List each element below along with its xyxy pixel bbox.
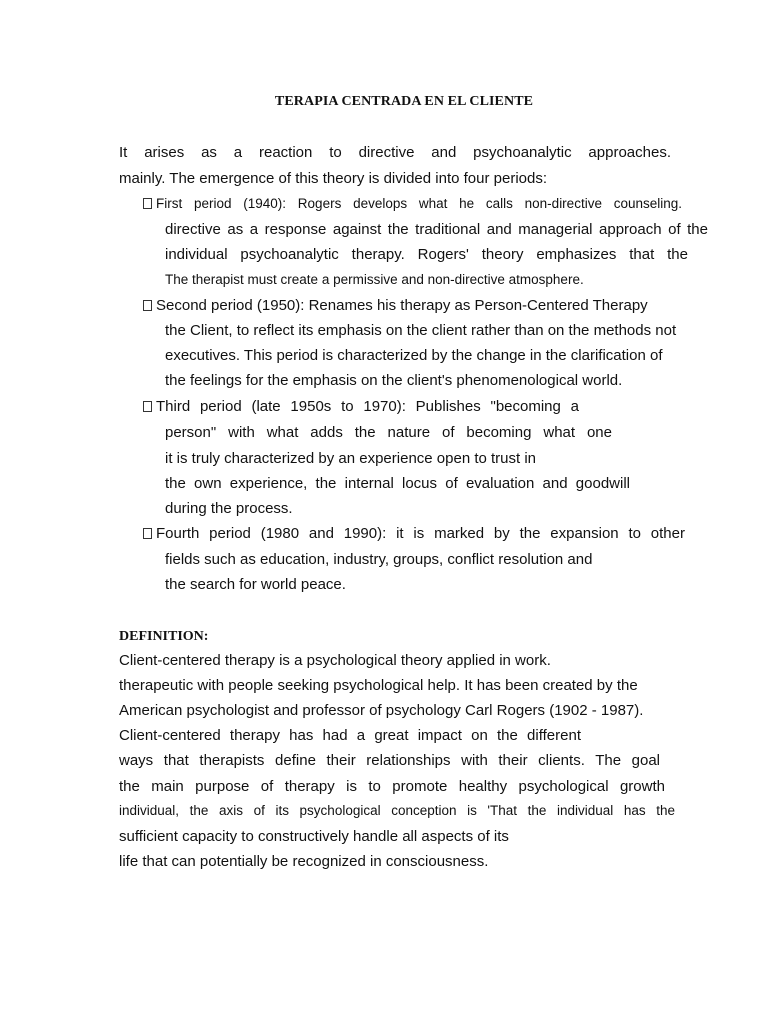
period-1-line-4: The therapist must create a permissive and non-directive atmosphere. [165, 272, 584, 287]
definition-line-4: Client-centered therapy has had a great impact on the different [119, 727, 581, 744]
period-1-line-1: First period (1940): Rogers develops what he calls non-directive counseling. [143, 195, 682, 213]
period-4-line-2: fields such as education, industry, groups, conflict resolution and [165, 551, 593, 568]
definition-line-3: American psychologist and professor of psychology Carl Rogers (1902 - 1987). [119, 702, 644, 719]
period-4-line-1: Fourth period (1980 and 1990): it is marked by the expansion to other [143, 525, 685, 543]
definition-line-8: sufficient capacity to constructively handle all aspects of its [119, 828, 509, 845]
period-4-line-3: the search for world peace. [165, 576, 346, 593]
bullet-icon [143, 300, 152, 311]
intro-line-1: It arises as a reaction to directive and psychoanalytic approaches. [119, 144, 671, 161]
definition-line-2: therapeutic with people seeking psychological help. It has been created by the [119, 677, 638, 694]
period-3-line-4: the own experience, the internal locus of evaluation and goodwill [165, 475, 630, 492]
period-3-line-5: during the process. [165, 500, 293, 517]
intro-line-2: mainly. The emergence of this theory is divided into four periods: [119, 170, 547, 187]
definition-line-5: ways that therapists define their relationships with their clients. The goal [119, 752, 660, 769]
period-3-line-3: it is truly characterized by an experience open to trust in [165, 450, 537, 467]
bullet-icon [143, 528, 152, 539]
definition-line-1: Client-centered therapy is a psychological theory applied in work. [119, 652, 551, 669]
period-2-line-4: the feelings for the emphasis on the client's phenomenological world. [165, 372, 623, 389]
bullet-icon [143, 401, 152, 412]
period-1-line-3: individual psychoanalytic therapy. Rogers' theory emphasizes that the [165, 246, 688, 263]
period-1-line-2: directive as a response against the traditional and managerial approach of the [165, 221, 708, 238]
definition-line-6: the main purpose of therapy is to promote healthy psychological growth [119, 778, 665, 795]
bullet-icon [143, 198, 152, 209]
definition-line-9: life that can potentially be recognized in consciousness. [119, 853, 489, 870]
document-title: TERAPIA CENTRADA EN EL CLIENTE [274, 94, 534, 109]
period-2-line-2: the Client, to reflect its emphasis on the client rather than on the methods not [165, 322, 677, 339]
period-2-line-3: executives. This period is characterized by the change in the clarification of [165, 347, 663, 364]
period-2-line-1: Second period (1950): Renames his therapy as Person-Centered Therapy [143, 297, 648, 315]
definition-heading: DEFINITION: [119, 629, 209, 644]
period-3-line-2: person" with what adds the nature of becoming what one [165, 424, 612, 441]
period-3-line-1: Third period (late 1950s to 1970): Publishes "becoming a [143, 398, 579, 416]
definition-line-7: individual, the axis of its psychological conception is 'That the individual has the [119, 803, 675, 818]
